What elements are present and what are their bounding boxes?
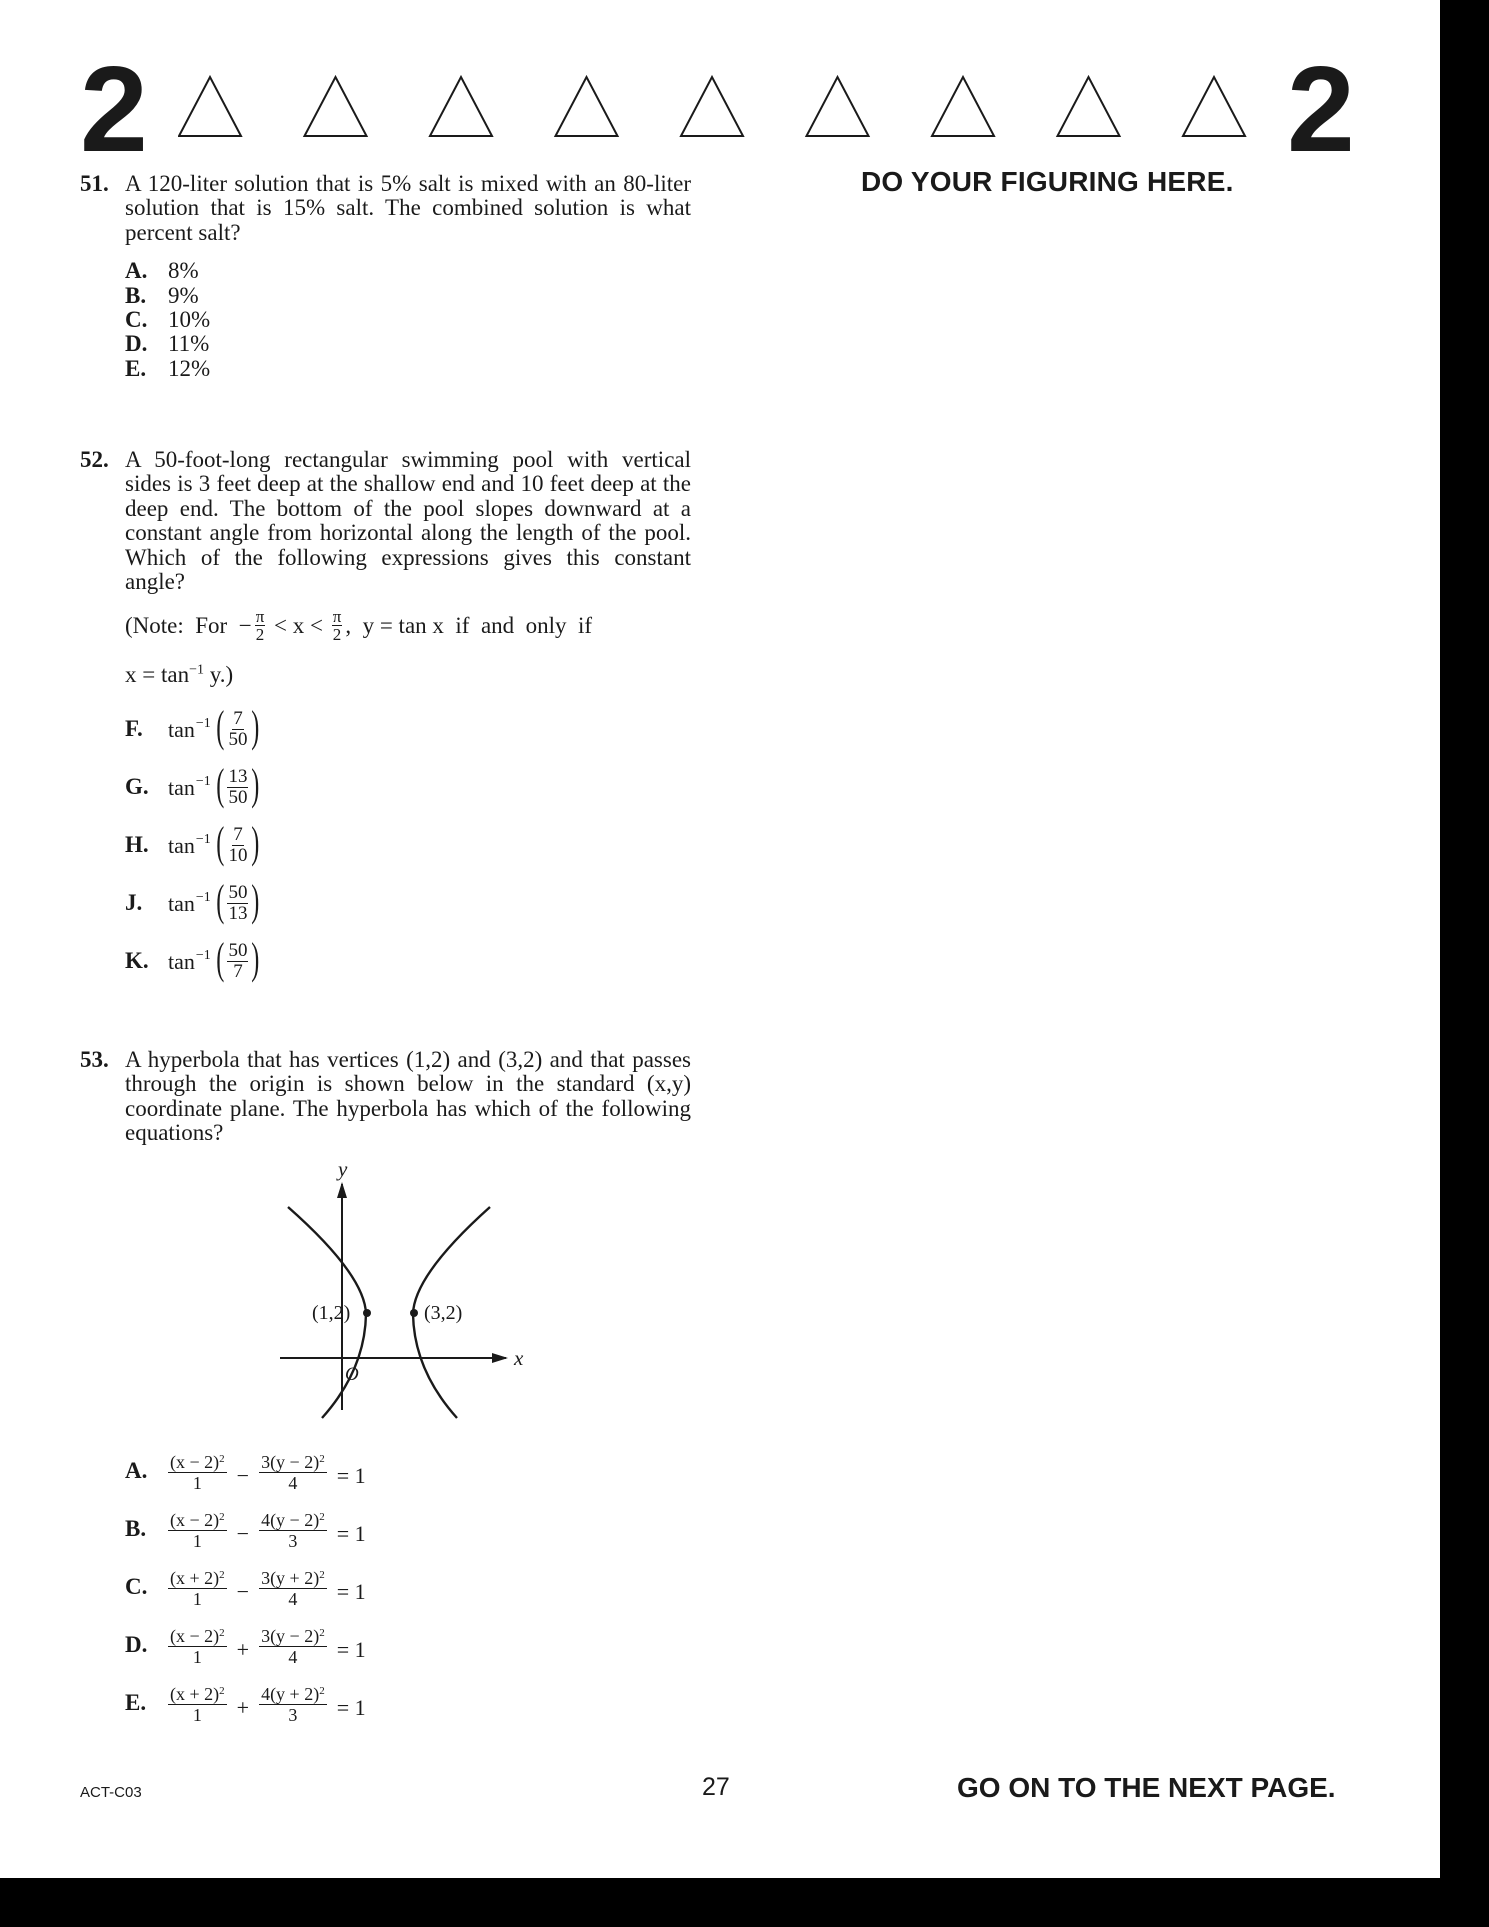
option-text: 12%: [168, 355, 211, 381]
fraction: $\frac{(x - 2)^2}{1}$: [168, 1449, 227, 1493]
answer-option[interactable]: [125, 1504, 366, 1554]
vertex-left-dot: [363, 1309, 371, 1317]
option-letter: A.: [125, 1458, 148, 1483]
fraction: $\frac{3(y - 2)^2}{4}$: [259, 1623, 327, 1667]
next-page-note: GO ON TO THE NEXT PAGE.: [957, 1772, 1336, 1803]
origin-label: O: [345, 1364, 359, 1385]
operator: −: [236, 1579, 250, 1604]
option-letter: D.: [125, 1632, 148, 1657]
option-letter: D.: [125, 331, 148, 357]
question-note-line2: $x = \tan^{-1} y$.): [125, 662, 234, 687]
option-letter: E.: [125, 355, 147, 381]
note-after: , y = tan x if and only if: [345, 612, 593, 638]
option-letter: A.: [125, 258, 148, 284]
arctan-expression: $\tan^{-1}$: [168, 947, 211, 974]
triangle-icon: [179, 77, 241, 136]
option-letter: G.: [125, 774, 149, 799]
question-52: [80, 448, 691, 594]
triangle-icon: [430, 77, 492, 136]
triangle-icon: [932, 77, 994, 136]
section-number-left: 2: [80, 41, 148, 177]
vertex-right-dot: [410, 1309, 418, 1317]
triangle-icon: [1183, 77, 1245, 136]
answer-option[interactable]: J. $\tan^{-1}$ ( $\frac{50}{13}$ ): [125, 876, 260, 925]
option-text: 9%: [168, 282, 199, 308]
y-axis-label: y: [338, 1160, 348, 1181]
question-51: [80, 172, 691, 381]
option-letter: C.: [125, 1574, 148, 1599]
fraction: $\frac{(x - 2)^2}{1}$: [168, 1623, 227, 1667]
question-number: 52.: [80, 447, 109, 472]
operator: +: [236, 1637, 250, 1662]
option-letter: K.: [125, 948, 149, 973]
equals-one: = 1: [336, 1695, 366, 1720]
option-text: 10%: [168, 307, 211, 332]
question-text: A 50-foot-long rectangular swimming pool with vertical sides is 3 feet deep at the shallow end and 10 feet deep at the deep end. The bottom of the pool slopes downward at a constant angle from horizontal along the length of the pool. Which of the following expressions gives this constant angle?: [125, 447, 691, 595]
arctan-expression: $\tan^{-1}$: [168, 773, 211, 800]
vertex-right-label: (3,2): [424, 1302, 463, 1324]
fraction: $\frac{4(y + 2)^2}{3}$: [259, 1681, 327, 1725]
answer-option[interactable]: G. $\tan^{-1}$ ( $\frac{13}{50}$ ): [125, 760, 260, 809]
section-number-right: 2: [1287, 41, 1355, 177]
triangle-icon: [681, 77, 743, 136]
answer-option[interactable]: [125, 357, 691, 381]
option-letter: J.: [125, 890, 143, 915]
fraction: $\frac{3(y - 2)^2}{4}$: [259, 1449, 327, 1493]
fraction: $\frac{3(y + 2)^2}{4}$: [259, 1565, 327, 1609]
option-letter: E.: [125, 1690, 147, 1715]
option-text: 8%: [168, 258, 199, 284]
option-letter: H.: [125, 832, 149, 857]
option-text: 11%: [168, 331, 210, 357]
operator: −: [236, 1521, 250, 1546]
fraction: $\frac{4(y - 2)^2}{3}$: [259, 1507, 327, 1551]
triangle-icon: [556, 77, 618, 136]
option-letter: C.: [125, 307, 148, 332]
fraction: $\frac{50}{13}$: [228, 881, 248, 924]
form-code: ACT-C03: [80, 1784, 142, 1801]
option-letter: F.: [125, 716, 143, 741]
answer-option[interactable]: [125, 284, 691, 308]
equals-one: = 1: [336, 1637, 366, 1662]
option-letter: B.: [125, 282, 147, 308]
fraction: $\frac{50}{7}$: [228, 939, 248, 982]
operator: +: [236, 1695, 250, 1720]
equals-one: = 1: [336, 1463, 366, 1488]
triangle-strip: [178, 74, 1268, 144]
answer-option[interactable]: [125, 332, 691, 356]
equals-one: = 1: [336, 1521, 366, 1546]
answer-option[interactable]: [125, 1562, 366, 1612]
answer-option[interactable]: [125, 1446, 366, 1496]
note-mid: < x <: [268, 612, 329, 638]
pi-over-two: $\frac{\pi}{2}$: [255, 607, 265, 644]
option-letter: B.: [125, 1516, 147, 1541]
note-prefix: (Note: For −: [125, 612, 252, 638]
arctan-expression: $\tan^{-1}$: [168, 831, 211, 858]
fraction: $\frac{(x + 2)^2}{1}$: [168, 1681, 227, 1725]
question-53: [80, 1048, 691, 1146]
answer-option[interactable]: [125, 1620, 366, 1670]
answer-option[interactable]: [125, 1678, 366, 1728]
page-number: 27: [702, 1773, 730, 1801]
figuring-note: DO YOUR FIGURING HERE.: [861, 166, 1234, 197]
answer-option[interactable]: H. $\tan^{-1}$ ( $\frac{7}{10}$ ): [125, 818, 260, 867]
fraction: $\frac{13}{50}$: [228, 765, 248, 808]
triangle-icon: [807, 77, 869, 136]
answer-option[interactable]: [125, 308, 691, 332]
triangle-icon: [1058, 77, 1120, 136]
question-note: [125, 608, 691, 643]
question-number: 53.: [80, 1047, 109, 1072]
triangle-icon: [305, 77, 367, 136]
fraction: $\frac{(x + 2)^2}{1}$: [168, 1565, 227, 1609]
arctan-expression: $\tan^{-1}$: [168, 715, 211, 742]
fraction: $\frac{7}{10}$: [228, 823, 248, 866]
answer-option[interactable]: K. $\tan^{-1}$ ( $\frac{50}{7}$ ): [125, 934, 260, 983]
pi-over-two: $\frac{\pi}{2}$: [332, 607, 342, 644]
answer-option[interactable]: [125, 259, 691, 283]
answer-option[interactable]: F. $\tan^{-1}$ ( $\frac{7}{50}$ ): [125, 702, 260, 751]
question-text: A 120-liter solution that is 5% salt is mixed with an 80-liter solution that is 15% salt. The combined solution is what percent salt?: [125, 171, 691, 245]
arctan-expression: $\tan^{-1}$: [168, 889, 211, 916]
answer-options: [125, 259, 691, 381]
x-axis-label: x: [514, 1346, 524, 1370]
equals-one: = 1: [336, 1579, 366, 1604]
operator: −: [236, 1463, 250, 1488]
hyperbola-graph: [280, 1160, 540, 1420]
fraction: $\frac{(x - 2)^2}{1}$: [168, 1507, 227, 1551]
fraction: $\frac{7}{50}$: [228, 707, 248, 750]
question-text: A hyperbola that has vertices (1,2) and (3,2) and that passes through the origin is shown below in the standard (x,y) coordinate plane. The hyperbola has which of the following equations?: [125, 1047, 691, 1146]
vertex-left-label: (1,2): [312, 1302, 351, 1324]
question-number: 51.: [80, 171, 109, 196]
